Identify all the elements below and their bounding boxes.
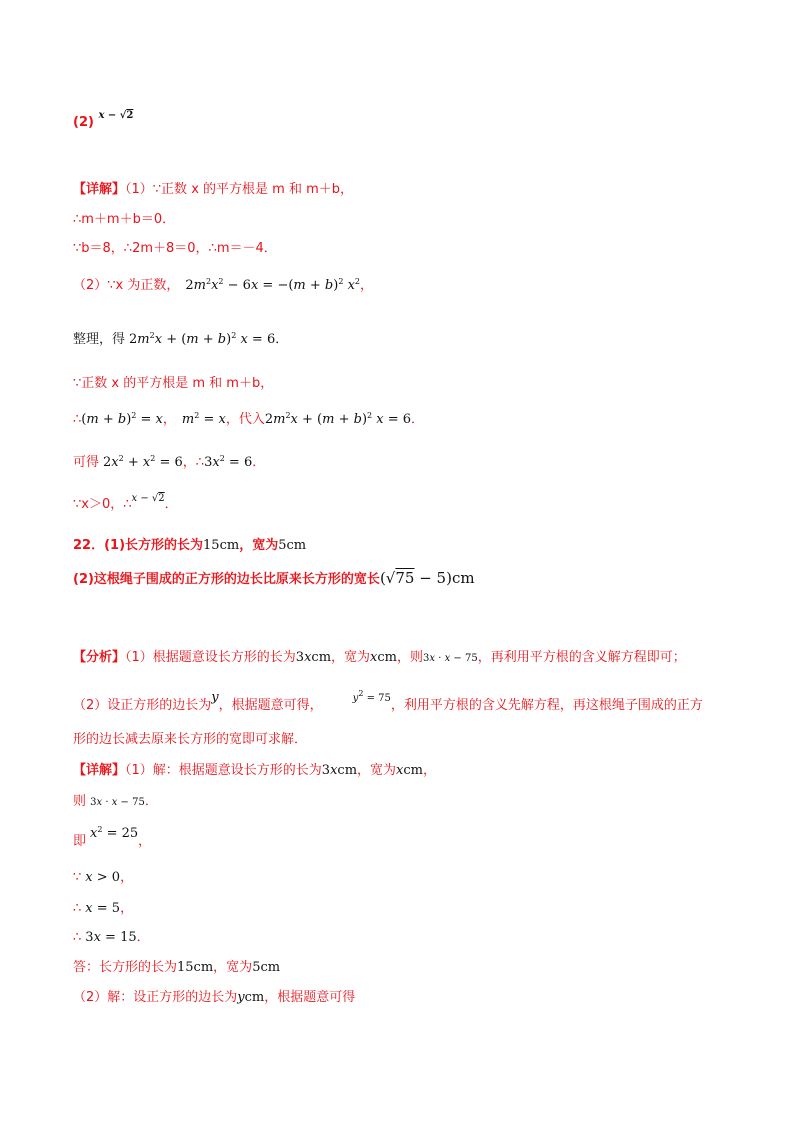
detail-line-6: ∵正数 x 的平方根是 m 和 m＋b， bbox=[73, 376, 274, 391]
formula: x > 0 bbox=[85, 870, 121, 885]
analysis-line-2: （2）设正方形的边长为y，根据题意可得， $^{y^2 = 75}$，利用平方根的含义先解方程，再这根绳子围成的正方 bbox=[73, 689, 703, 713]
detail2-line-2: 则 3x · x − 75． bbox=[73, 794, 158, 809]
detail-line-4: （2）∵x 为正数， $2m^2x^2 - 6x = -(m + b)^2$ $x^2$， bbox=[73, 277, 374, 293]
detail2-line-4: ∵ x > 0， bbox=[73, 870, 134, 885]
formula: 15cm bbox=[203, 538, 240, 553]
formula: 3x = 15 bbox=[85, 930, 137, 945]
formula: y2 = 75 bbox=[352, 689, 391, 704]
detail2-line-7: （2）解：设正方形的边长为ycm，根据题意可得 bbox=[73, 990, 356, 1005]
formula: x = 5 bbox=[85, 901, 121, 916]
formula: x − √2 bbox=[98, 110, 134, 121]
formula: x − √2 bbox=[131, 493, 165, 504]
formula: (√75 − 5)cm bbox=[379, 569, 475, 587]
formula: 5cm bbox=[252, 960, 281, 975]
answer-line: 答：长方形的长为15cm，宽为5cm bbox=[73, 960, 281, 975]
formula: ycm bbox=[237, 990, 265, 1005]
formula: 5cm bbox=[278, 538, 307, 553]
formula: 3x · x − 75 bbox=[423, 653, 478, 664]
analysis-line-1: 【分析】（1）根据题意设长方形的长为3xcm，宽为xcm，则3x · x − 75，再利用平方根的含义解方程即可； bbox=[73, 650, 686, 665]
part2-label: (2) $^{x - √2}$ bbox=[73, 110, 134, 130]
formula: 3xcm bbox=[321, 763, 358, 778]
detail-line-3: ∵b＝8，∴2m＋8＝0，∴m＝－4． bbox=[73, 241, 277, 256]
detail-line-7: ∴(m + b)$^2$ = x， $m^2 = x$，代入$2m^2x + (m + b)^2$ x = 6． bbox=[73, 411, 425, 427]
formula: 15cm bbox=[177, 960, 214, 975]
analysis-line-3: 形的边长减去原来长方形的宽即可求解． bbox=[73, 732, 308, 747]
formula: 3x · x − 75 bbox=[90, 797, 145, 808]
q22-answer-1: 22．(1)长方形的长为15cm，宽为5cm bbox=[73, 538, 307, 553]
detail-line-8: 可得 $2x^2 + x^2 = 6$，$\therefore 3x^2 = 6$． bbox=[73, 454, 266, 470]
detail-line-5: 整理，得 $2m^2x + (m + b)^2$ x = 6． bbox=[73, 331, 289, 347]
detail2-line-1: 【详解】（1）解：根据题意设长方形的长为3xcm，宽为xcm， bbox=[73, 763, 437, 778]
formula: $3x^2 = 6$ bbox=[204, 454, 253, 470]
formula: y bbox=[211, 690, 219, 705]
formula: xcm bbox=[396, 763, 423, 778]
formula: $2m^2x + (m + b)^2$ x = 6 bbox=[264, 411, 412, 427]
q22-answer-2: (2)这根绳子围成的正方形的边长比原来长方形的宽长(√75 − 5)cm bbox=[73, 569, 475, 587]
detail-line-9: ∵x＞0，∴$^{x - √2}$． bbox=[73, 493, 178, 512]
formula: xcm bbox=[370, 650, 397, 665]
detail2-line-3: 即$x^2 = 25$， bbox=[73, 825, 152, 849]
formula: 3xcm bbox=[295, 650, 332, 665]
formula: $(m + b)^2 = x$ bbox=[81, 411, 163, 427]
detail-line-2: ∴m＋m＋b＝0． bbox=[73, 212, 176, 227]
formula: $x^2 = 25$ bbox=[90, 825, 139, 841]
detail2-line-6: ∴ 3x = 15． bbox=[73, 930, 150, 945]
detail-line-1: 【详解】（1）∵正数 x 的平方根是 m 和 m＋b， bbox=[73, 182, 353, 197]
formula: $2x^2 + x^2 = 6$ bbox=[103, 454, 183, 470]
detail2-line-5: ∴ x = 5， bbox=[73, 901, 134, 916]
formula: $2m^2x + (m + b)^2$ x = 6 bbox=[129, 331, 276, 347]
formula: $2m^2x^2 - 6x = -(m + b)^2$ $x^2$ bbox=[185, 277, 360, 293]
formula: $m^2 = x$ bbox=[181, 411, 226, 427]
